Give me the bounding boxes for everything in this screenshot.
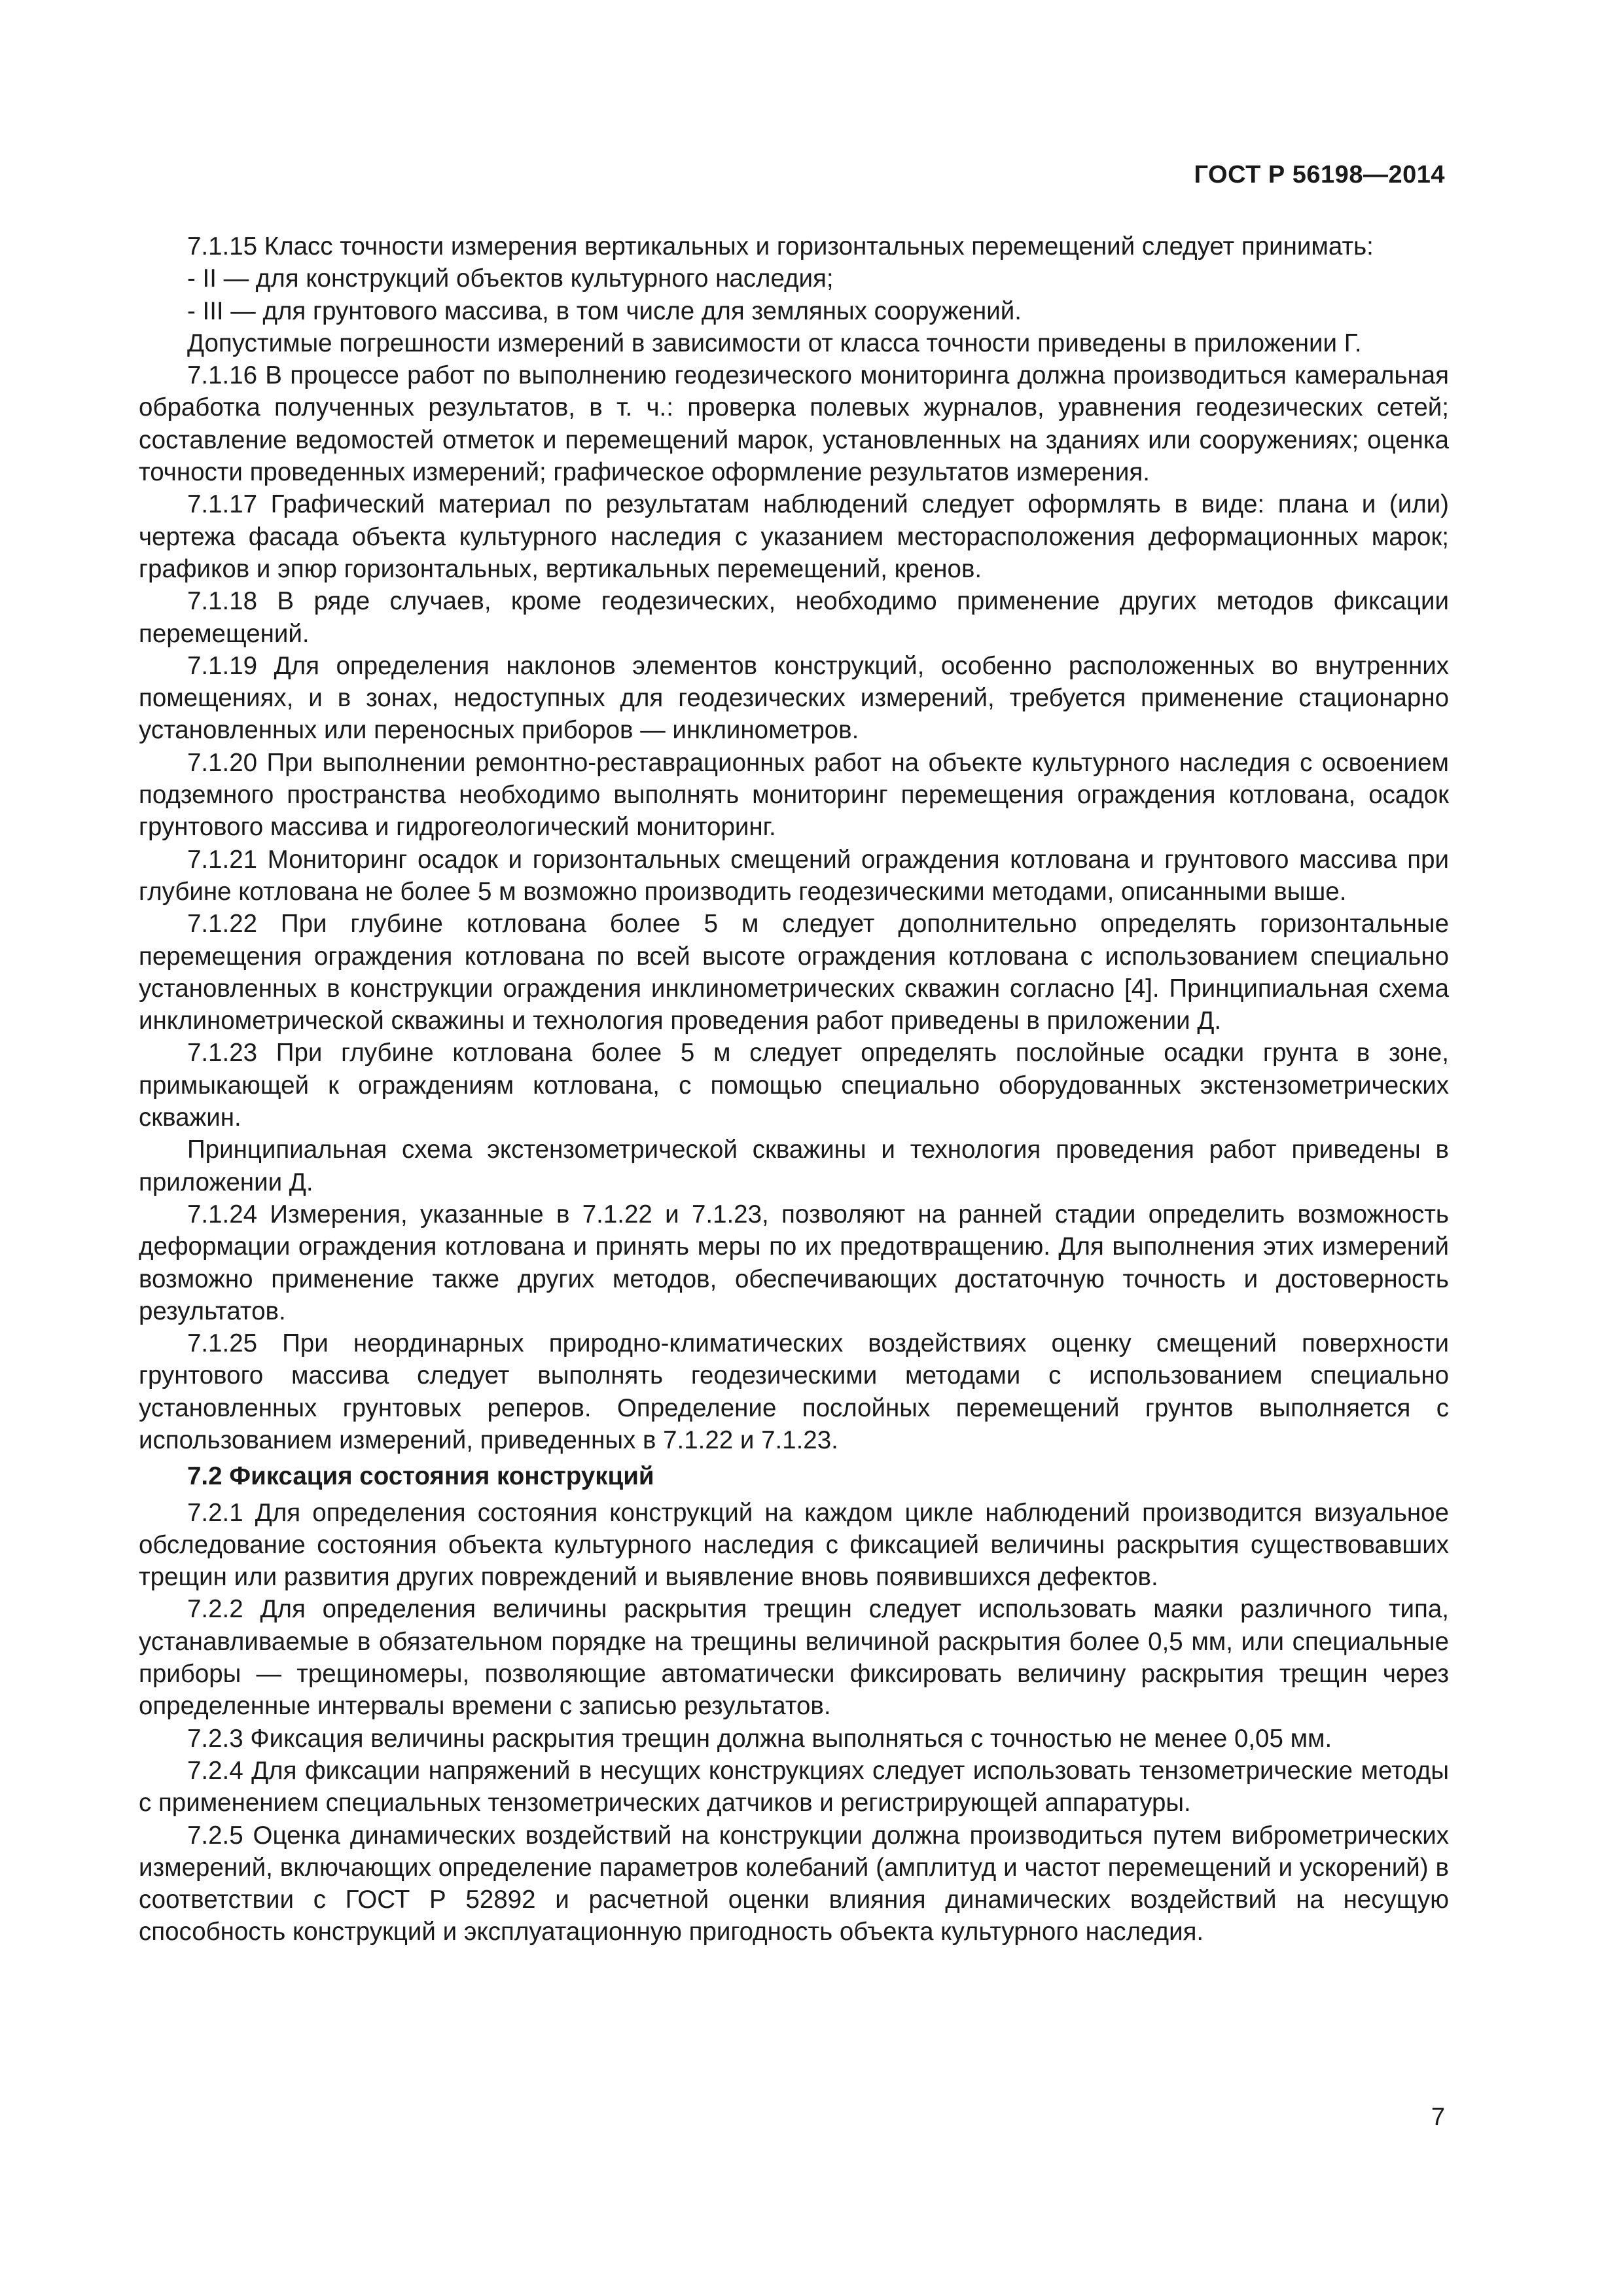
paragraph: 7.1.24 Измерения, указанные в 7.1.22 и 7.1.23, позволяют на ранней стадии определить возможность деформации ограждения котлована и принять меры по их предотвращению. Для выполнения этих измерений возможно применение также других методов, обеспечивающих достаточную точность и достоверность результатов. (139, 1200, 1449, 1325)
paragraph: 7.1.22 При глубине котлована более 5 м следует дополнительно определять горизонтальные перемещения ограждения котлована по всей высоте ограждения котлована с использованием специально установленных в конструкции ограждения инклинометрических скважин согласно [4]. Принципиальная схема инклинометрической скважины и технология проведения работ приведены в приложении Д. (139, 910, 1449, 1035)
paragraph: 7.2.4 Для фиксации напряжений в несущих конструкциях следует использовать тензометрические методы с применением специальных тензометрических датчиков и регистрирующей аппаратуры. (139, 1756, 1449, 1818)
paragraph: 7.1.21 Мониторинг осадок и горизонтальных смещений ограждения котлована и грунтового массива при глубине котлована не более 5 м возможно производить геодезическими методами, описанными выше. (139, 845, 1449, 906)
paragraph: 7.1.23 При глубине котлована более 5 м следует определять послойные осадки грунта в зоне, примыкающей к ограждениям котлована, с помощью специально оборудованных экстензометрических скважин. (139, 1039, 1449, 1132)
paragraph: 7.2.2 Для определения величины раскрытия трещин следует использовать маяки различного типа, устанавливаемые в обязательном порядке на трещины величиной раскрытия более 0,5 мм, или специальные приборы — трещиномеры, позволяющие автоматически фиксировать величину раскрытия трещин через определенные интервалы времени с записью результатов. (139, 1595, 1449, 1721)
paragraph: 7.2.3 Фиксация величины раскрытия трещин должна выполняться с точностью не менее 0,05 мм. (187, 1724, 1332, 1753)
paragraph: 7.1.25 При неординарных природно-климатических воздействиях оценку смещений поверхности грунтового массива следует выполнять геодезическими методами с использованием специально установленных грунтовых реперов. Определение послойных перемещений грунтов выполняется с использованием измерений, приведенных в 7.1.22 и 7.1.23. (139, 1329, 1449, 1454)
paragraph: Допустимые погрешности измерений в зависимости от класса точности приведены в приложении Г. (187, 329, 1362, 357)
paragraph: 7.2.1 Для определения состояния конструкций на каждом цикле наблюдений производится визуальное обследование состояния объекта культурного наследия с фиксацией величины раскрытия существовавших трещин или развития других повреждений и выявление вновь появившихся дефектов. (139, 1498, 1449, 1592)
paragraph: 7.1.17 Графический материал по результатам наблюдений следует оформлять в виде: плана и (или) чертежа фасада объекта культурного наследия с указанием месторасположения деформационных марок; графиков и эпюр горизонтальных, вертикальных перемещений, кренов. (139, 490, 1449, 583)
section-heading: 7.2 Фиксация состояния конструкций (187, 1462, 654, 1491)
paragraph: 7.1.18 В ряде случаев, кроме геодезических, необходимо применение других методов фиксации перемещений. (139, 587, 1449, 648)
paragraph: 7.1.16 В процессе работ по выполнению геодезического мониторинга должна производиться камеральная обработка полученных результатов, в т. ч.: проверка полевых журналов, уравнения геодезических сетей; составление ведомостей отметок и перемещений марок, установленных на зданиях или сооружениях; оценка точности проведенных измерений; графическое оформление результатов измерения. (139, 361, 1449, 487)
paragraph: 7.2.5 Оценка динамических воздействий на конструкции должна производиться путем виброметрических измерений, включающих определение параметров колебаний (амплитуд и частот перемещений и ускорений) в соответствии с ГОСТ Р 52892 и расчетной оценки влияния динамических воздействий на несущую способность конструкций и эксплуатационную пригодность объекта культурного наследия. (139, 1821, 1449, 1946)
document-body (139, 230, 1449, 1948)
list-item: - III — для грунтового массива, в том числе для земляных сооружений. (187, 296, 1022, 325)
document-header: ГОСТ Р 56198—2014 (1194, 161, 1445, 188)
paragraph: Принципиальная схема экстензометрической скважины и технология проведения работ приведены в приложении Д. (139, 1136, 1449, 1196)
paragraph: 7.1.15 Класс точности измерения вертикальных и горизонтальных перемещений следует принимать: (187, 232, 1374, 260)
list-item: - II — для конструкций объектов культурного наследия; (187, 264, 834, 293)
paragraph: 7.1.20 При выполнении ремонтно-реставрационных работ на объекте культурного наследия с освоением подземного пространства необходимо выполнять мониторинг перемещения ограждения котлована, осадок грунтового массива и гидрогеологический мониторинг. (139, 748, 1449, 842)
page-number: 7 (1431, 2104, 1445, 2131)
paragraph: 7.1.19 Для определения наклонов элементов конструкций, особенно расположенных во внутренних помещениях, и в зонах, недоступных для геодезических измерений, требуется применение стационарно установленных или переносных приборов — инклинометров. (139, 651, 1449, 745)
